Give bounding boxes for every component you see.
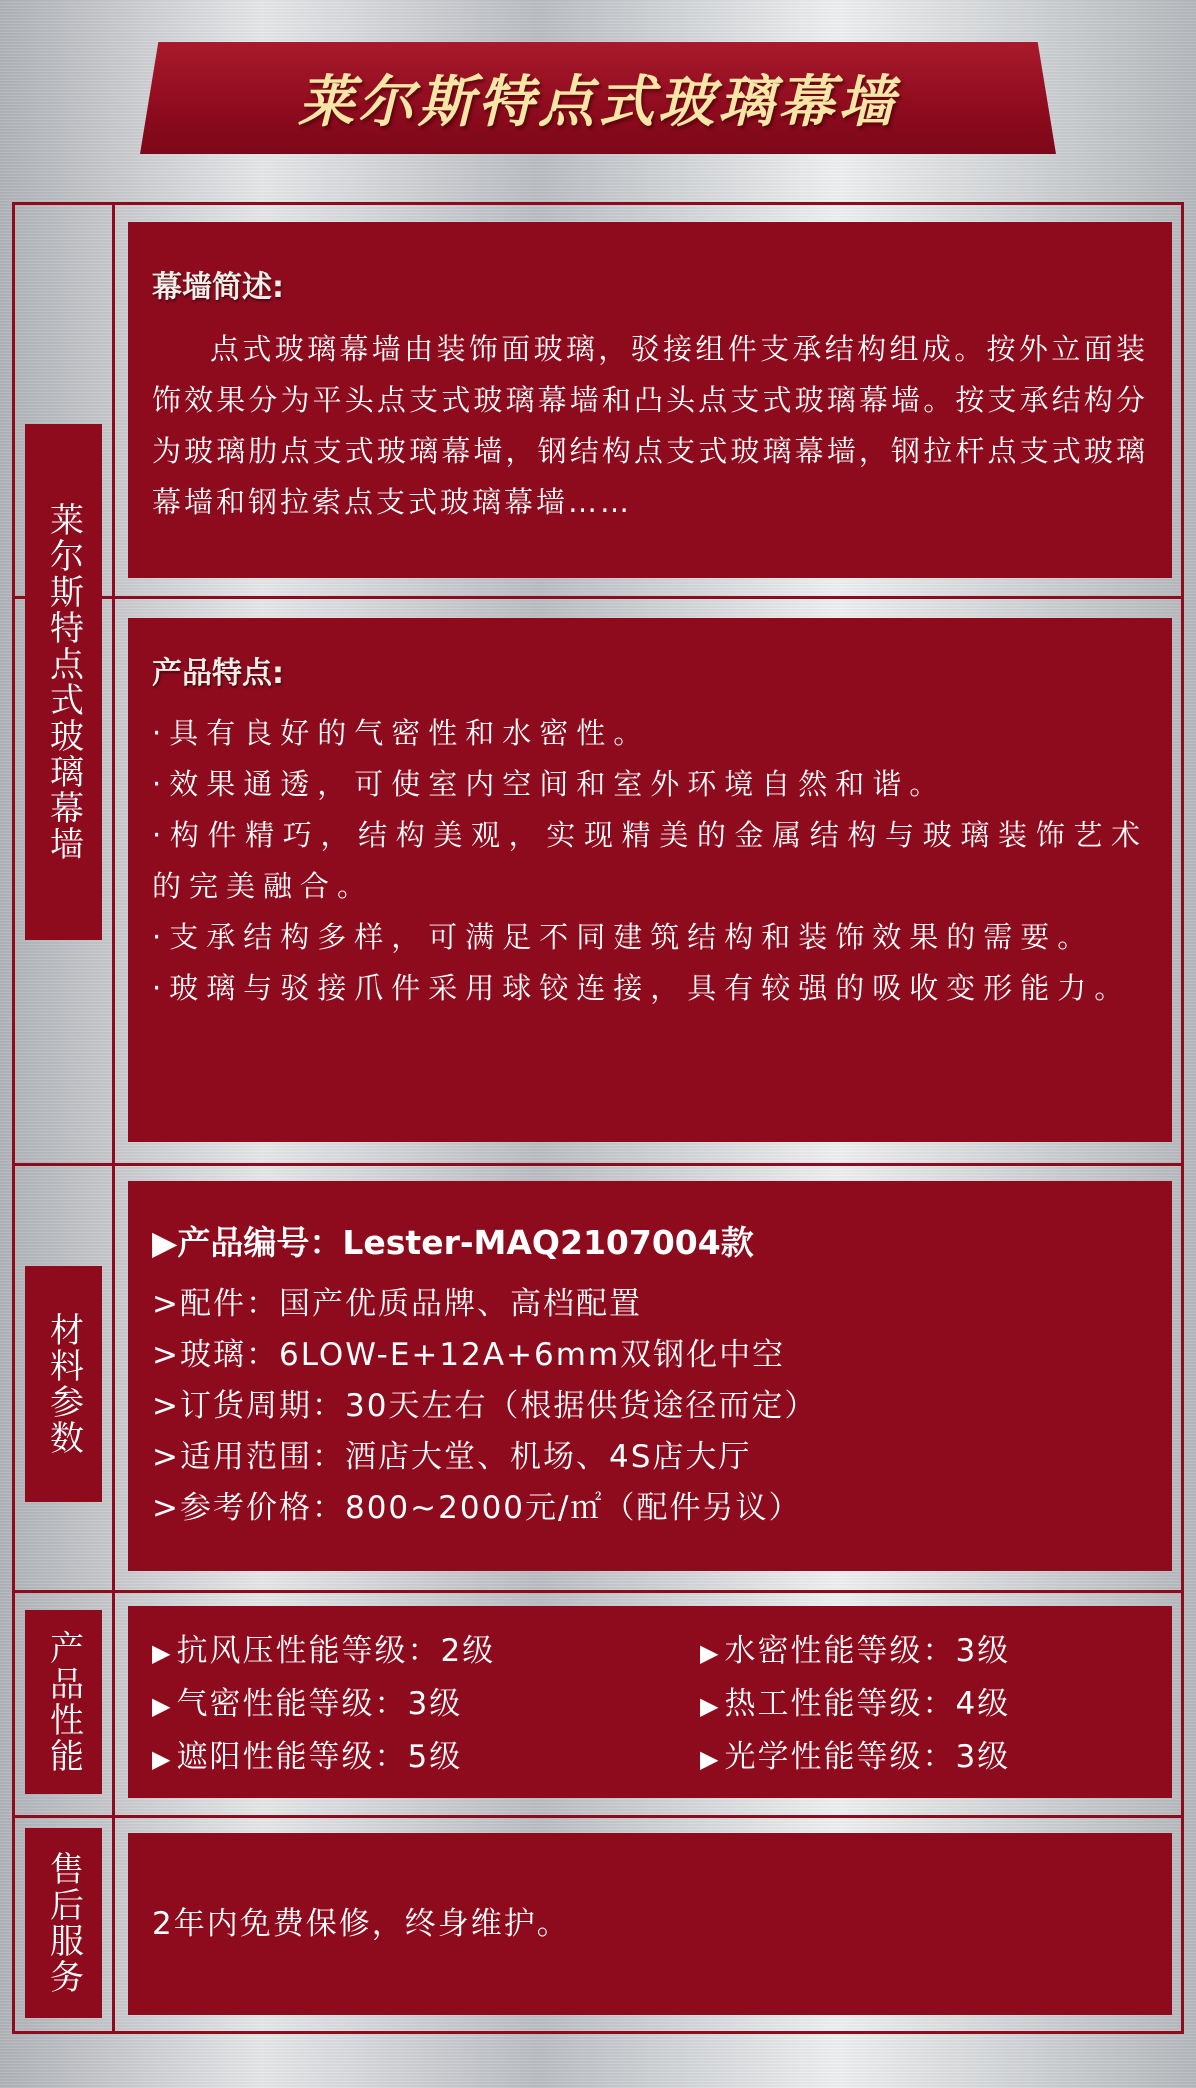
performance-grid — [152, 1626, 1148, 1785]
list-item: ▶ 光学性能等级：3级 — [700, 1739, 1011, 1775]
list-item: ▶ 遮阳性能等级：5级 — [152, 1739, 463, 1775]
intro-panel — [128, 222, 1172, 578]
product-code: ▶产品编号：Lester-MAQ2107004款 — [152, 1223, 754, 1262]
side-label-intro: 莱尔斯特点式玻璃幕墙 — [25, 424, 102, 940]
service-panel — [128, 1833, 1172, 2015]
frame-divider-4 — [12, 1815, 1184, 1818]
side-label-material: 材料参数 — [25, 1266, 102, 1502]
page-title: 莱尔斯特点式玻璃幕墙 — [298, 69, 898, 135]
list-item: ·支承结构多样，可满足不同建筑结构和装饰效果的需要。 — [152, 920, 1095, 954]
intro-heading: 幕墙简述: — [152, 270, 284, 305]
list-item: ·玻璃与驳接爪件采用球铰连接，具有较强的吸收变形能力。 — [152, 971, 1132, 1005]
triangle-right-icon: ▶ — [152, 1692, 173, 1720]
list-item: ▶ 气密性能等级：3级 — [152, 1686, 463, 1722]
frame-divider-vertical — [112, 202, 115, 2034]
list-item: ▶ 水密性能等级：3级 — [700, 1633, 1011, 1669]
triangle-right-icon: ▶ — [700, 1639, 721, 1667]
list-item: >适用范围：酒店大堂、机场、4S店大厅 — [152, 1439, 752, 1475]
triangle-right-icon: ▶ — [152, 1639, 173, 1667]
list-item: ·具有良好的气密性和水密性。 — [152, 716, 651, 750]
list-item: >订货周期：30天左右（根据供货途径而定） — [152, 1388, 818, 1424]
list-item: ▶ 抗风压性能等级：2级 — [152, 1633, 496, 1669]
list-item: ·构件精巧，结构美观，实现精美的金属结构与玻璃装饰艺术的完美融合。 — [152, 818, 1148, 903]
side-label-performance: 产品性能 — [25, 1610, 102, 1794]
frame-divider-3 — [12, 1590, 1184, 1593]
material-panel — [128, 1181, 1172, 1571]
triangle-right-icon: ▶ — [700, 1692, 721, 1720]
list-item: >参考价格：800~2000元/㎡（配件另议） — [152, 1490, 802, 1526]
triangle-right-icon: ▶ — [152, 1745, 173, 1773]
service-text: 2年内免费保修，终身维护。 — [152, 1905, 570, 1942]
intro-text: 点式玻璃幕墙由装饰面玻璃，驳接组件支承结构组成。按外立面装饰效果分为平头点支式玻璃幕墙和凸头点支式玻璃幕墙。按支承结构分为玻璃肋点支式玻璃幕墙，钢结构点支式玻璃幕墙，钢拉杆点支式玻璃幕墙和钢拉索点支式玻璃幕墙…… — [152, 332, 1148, 519]
triangle-right-icon: ▶ — [700, 1745, 721, 1773]
list-item: >配件：国产优质品牌、高档配置 — [152, 1286, 642, 1322]
side-label-service: 售后服务 — [25, 1828, 102, 2018]
title-banner — [140, 42, 1056, 154]
frame-divider-2 — [12, 1163, 1184, 1166]
list-item: ·效果通透，可使室内空间和室外环境自然和谐。 — [152, 767, 947, 801]
list-item: >玻璃：6LOW-E+12A+6mm双钢化中空 — [152, 1337, 786, 1373]
list-item: ▶ 热工性能等级：4级 — [700, 1686, 1011, 1722]
features-panel — [128, 618, 1172, 1142]
spec-list — [152, 1279, 1148, 1534]
frame-divider-1 — [12, 596, 1184, 599]
performance-panel — [128, 1606, 1172, 1798]
features-heading: 产品特点: — [152, 656, 284, 691]
features-list — [152, 708, 1148, 1014]
